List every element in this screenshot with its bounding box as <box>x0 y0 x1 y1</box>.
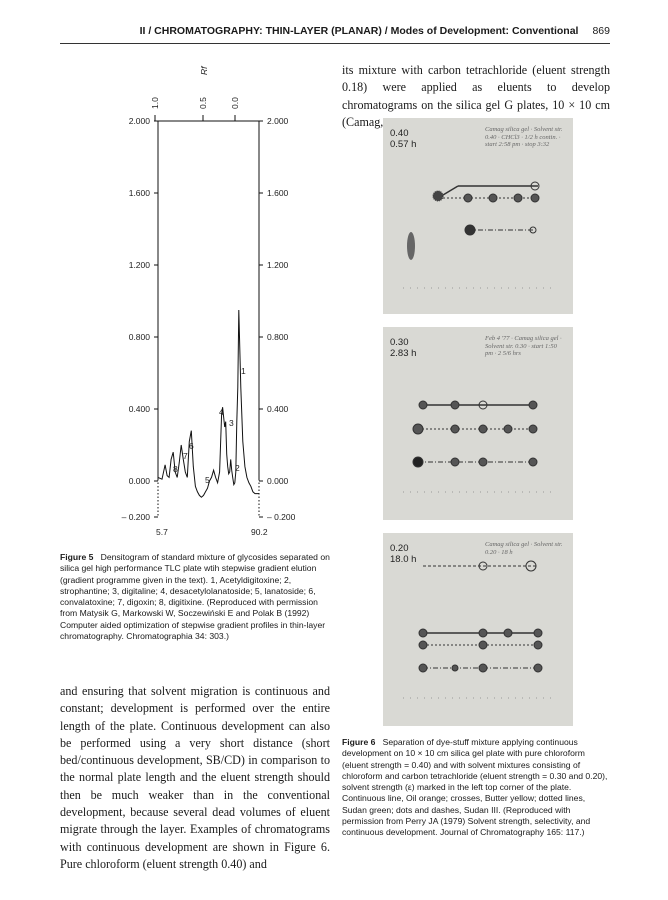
figure5-caption <box>60 552 330 642</box>
running-header <box>60 25 610 41</box>
peak-label-6: 6 <box>189 441 194 451</box>
y-tick-label-left: 2.000 <box>128 116 150 126</box>
y-tick-label-right: 0.800 <box>267 332 289 342</box>
peak-label-7: 7 <box>183 451 188 461</box>
y-tick-label-right: 1.200 <box>267 260 289 270</box>
y-tick-label-right: 0.400 <box>267 404 289 414</box>
tlc-plate-3-time: 18.0 h <box>390 554 417 565</box>
left-column-text: and ensuring that solvent migration is continuous and constant; development is performed over the entire length of the plate. Continuous development can also be performed using a very short distance (short bed/continuous development, SB/CD) in comparison to the normal plate length and the eluent strength should then be much weaker than in the conventional development, because several dead volumes of eluent migrate through the layer. Examples of chromatograms with continuous development are shown in Figure 6. Pure chloroform (eluent strength 0.40) and <box>60 684 330 871</box>
tlc-plate-1-handwritten-note: Camag silica gel · Solvent str. 0.40 · CHCl3 · 1/2 h contin. · start 2:58 pm · stop 3:32 <box>485 126 563 148</box>
y-tick-label-left: 0.400 <box>128 404 150 414</box>
peak-label-4: 4 <box>219 407 224 417</box>
densitogram-tick-labels <box>122 65 296 537</box>
tlc-plate-1 <box>383 118 573 314</box>
figure6-caption-text: Separation of dye-stuff mixture applying continuous development on 10 × 10 cm silica gel plate with pure chloroform (eluent strength = 0.40) and with solvent mixtures consisting of chloroform and carbon tetrachloride (eluent strength = 0.30 and 0.20), solvent strength (ε) marked in the left top corner of the plate. Continuous line, Oil orange; crosses, Butter yellow; dotted lines, Sudan green; dots and dashes, Sudan III. (Reproduced with permission from Perry JA (1979) Solvent strength, selectivity, and continuous development. Journal of Chromatography 165: 117.) <box>342 737 608 838</box>
y-tick-label-left: 0.000 <box>128 476 150 486</box>
tlc-plate-1-strength: 0.40 <box>390 128 409 139</box>
figure6-caption-label: Figure 6 <box>342 737 376 747</box>
tlc-plate-2-handwritten-note: Feb 4 '77 · Camag silica gel · Solvent str. 0.30 · start 1:50 pm · 2 5/6 hrs <box>485 335 562 357</box>
tlc-plate-3-label <box>390 543 416 565</box>
densitogram-figure <box>95 60 325 540</box>
densitogram-peak-labels <box>173 366 246 485</box>
header-rule <box>60 43 610 44</box>
rf-tick-label: 0.5 <box>198 97 208 109</box>
y-tick-label-right: – 0.200 <box>267 512 296 522</box>
y-tick-label-left: 1.600 <box>128 188 150 198</box>
page-number: 869 <box>592 25 610 37</box>
peak-label-3: 3 <box>229 418 234 428</box>
running-title: II / CHROMATOGRAPHY: THIN-LAYER (PLANAR) / Modes of Development: Conventional <box>139 25 579 37</box>
peak-label-2: 2 <box>235 463 240 473</box>
tlc-plate-2-strength: 0.30 <box>390 337 409 348</box>
tlc-plate-2-label <box>390 337 416 359</box>
tlc-plate-3-strength: 0.20 <box>390 543 409 554</box>
rf-axis-label: Rf <box>199 66 209 75</box>
tlc-plate-2-time: 2.83 h <box>390 348 417 359</box>
y-tick-label-left: 0.800 <box>128 332 150 342</box>
figure5-caption-label: Figure 5 <box>60 552 94 562</box>
tlc-plate-2 <box>383 327 573 520</box>
tlc-plate-3 <box>383 533 573 726</box>
peak-label-1: 1 <box>241 366 246 376</box>
tlc-plate-1-label <box>390 128 416 150</box>
y-tick-label-left: – 0.200 <box>121 512 150 522</box>
rf-tick-label: 1.0 <box>150 97 160 109</box>
y-tick-label-right: 2.000 <box>267 116 289 126</box>
figure5-caption-text: Densitogram of standard mixture of glycosides separated on silica gel high performance TLC plate wtih stepwise gradient elution (gradient programme given in the text). 1, Acetyldigitoxine; 2, strophantine; 3, digitaline; 4, desacetylolanatoside; 5, lanatoside; 6, convalatoxine; 7, digoxin; 8, digitixine. (Reproduced with permission from Matysik G, Markowski W, Soczewiński E and Polak B (1992) Computer aided optimization of stepwise gradient profiles in thin-layer chromatography. Chromatographia 34: 303.) <box>60 552 330 642</box>
rf-tick-label: 0.0 <box>230 97 240 109</box>
figure6-caption <box>342 737 610 839</box>
x-end-label: 90.2 <box>251 527 268 537</box>
tlc-plate-1-time: 0.57 h <box>390 139 417 150</box>
y-tick-label-right: 0.000 <box>267 476 289 486</box>
tlc-plate-3-handwritten-note: Camag silica gel · Solvent str. 0.20 · 18 h <box>485 541 563 556</box>
densitogram-axes <box>154 115 263 517</box>
y-tick-label-left: 1.200 <box>128 260 150 270</box>
x-start-label: 5.7 <box>156 527 168 537</box>
y-tick-label-right: 1.600 <box>267 188 289 198</box>
peak-label-8: 8 <box>173 464 178 474</box>
peak-label-5: 5 <box>205 475 210 485</box>
right-column-text: its mixture with carbon tetrachloride (eluent strength 0.18) were applied as eluents to develop chromatograms on the silica gel G plates, 10 × 10 cm (Camag, <box>342 63 610 129</box>
